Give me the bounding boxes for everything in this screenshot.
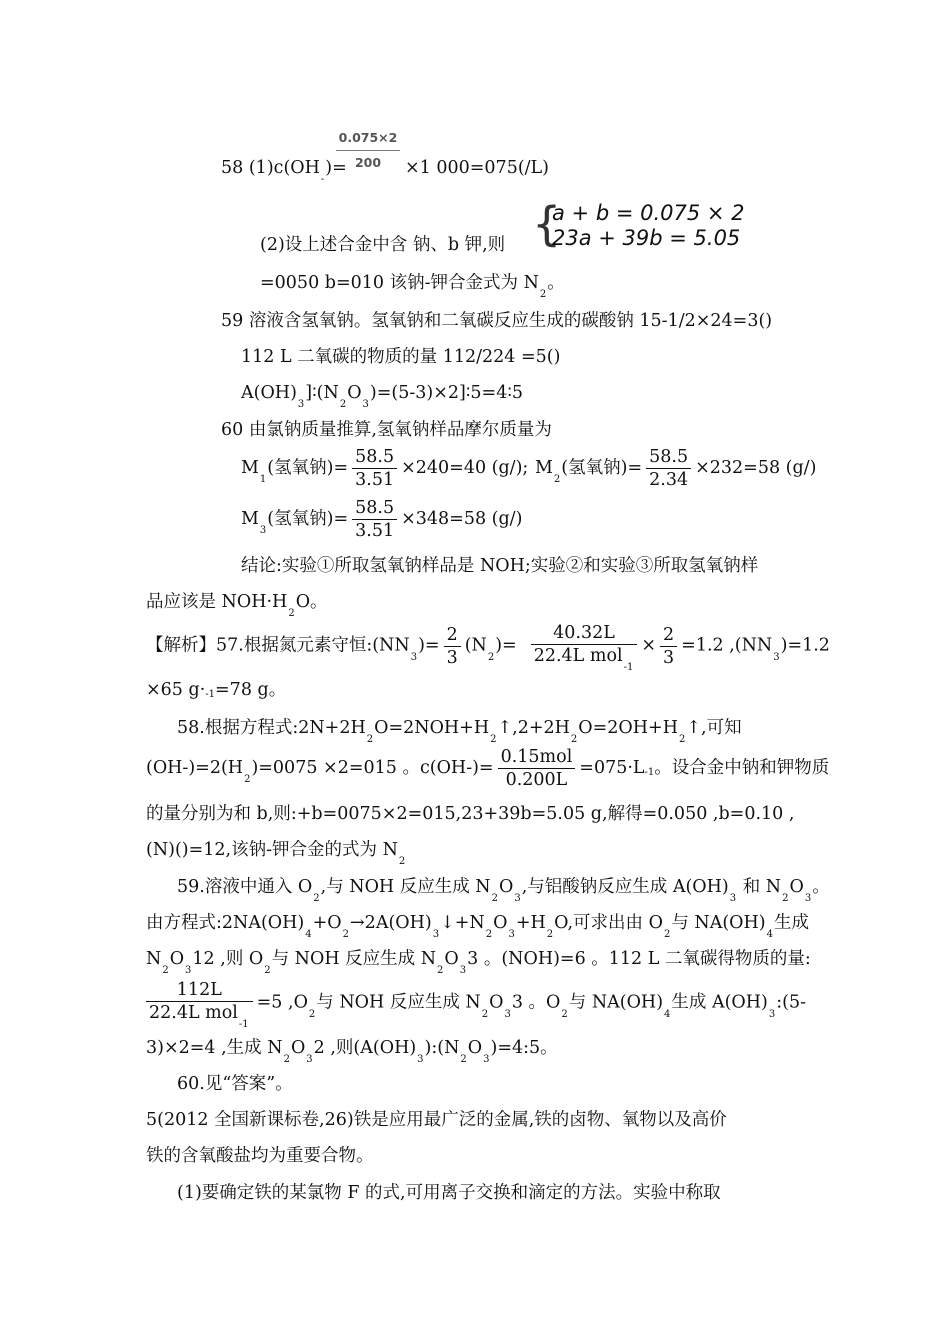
fraction: $\frac{58.5}{3.51}$: [352, 446, 397, 491]
line-59: 59 溶液含氢氧钠。氢氧钠和二氧碳反应生成的碳酸钠 15-1/2×24=3(): [221, 311, 773, 331]
question-5: 5(2012 全国新课标卷,26)铁是应用最广泛的金属,铁的卤物、氧物以及高价: [146, 1110, 727, 1130]
fraction: $\frac{58.5}{2.34}$: [646, 446, 691, 491]
line-58-2: (2)设上述合金中含 钠、b 钾,则: [260, 235, 506, 255]
line-analysis-58-b: $(OH-)=2(H_2)=0075 \times 2=015$ 。c(OH-)= $\frac{\text{0.15mol}}{0.200L}$ =075·L-1。设合金中钠和钾物质: [146, 747, 830, 790]
fraction: $\frac{112L}{22.4L mol_{-1}}$: [146, 979, 253, 1027]
line-analysis-59-c: $N_2O_312$ ,则 $O_2$与 NOH 反应生成 $N_2O_33$ 。(NOH)=6 。112 L 二氧碳得物质的量:: [146, 949, 811, 976]
line-60: 60 由氯钠质量推算,氢氧钠样品摩尔质量为: [221, 420, 552, 440]
line-analysis-58-d: (N)()=12,该钠-钾合金的式为 $N_2$: [146, 840, 406, 867]
line-conclusion: 结论:实验①所取氢氧钠样品是 NOH;实验②和实验③所取氢氧钠样: [241, 556, 759, 576]
equation-2: 23a + 39b = 5.05: [552, 226, 741, 250]
fraction-denominator: 200: [354, 155, 382, 170]
fraction: $\frac{2}{3}$: [660, 624, 677, 669]
line-analysis-59-b: 由方程式$:2NA(OH)_4+O_2\to 2A(OH)_3↓+N_2O_3+H_2O$,可求出由 $O_2$与 $NA(OH)_4$生成: [146, 913, 809, 940]
line-conclusion-b: 品应该是 $NOH\cdot H_2O$。: [146, 592, 328, 619]
line-58-result: =0050 b=010 该钠-钾合金式为 $N_2$。: [260, 273, 565, 300]
fraction: $\frac{40.32L}{22.4L mol_{-1}}$: [531, 622, 638, 670]
line-59-b: 112 L 二氧碳的物质的量 112/224 =5(): [241, 347, 561, 367]
question-5-b: 铁的含氧酸盐均为重要合物。: [146, 1146, 374, 1166]
line-58-1: 58 $(1)c(OH_-)=$: [221, 158, 347, 185]
line-60-m3: $M_3$(氢氧钠)= $\frac{58.5}{3.51}$ ×348=58 (g/): [241, 498, 523, 541]
line-58-1-rest: ×1 000=075(/L): [405, 158, 549, 178]
line-60-m2: $M_2$(氢氧钠)= $\frac{58.5}{2.34}$ ×232=58 (g/): [535, 447, 817, 490]
equation-1: a + b = 0.075 × 2: [552, 201, 745, 225]
line-analysis-58-c: 的量分别为和 b,则:+b=0075×2=015,23+39b=5.05 g,解得=0.050 ,b=0.10 ,: [146, 804, 795, 824]
fraction: $\frac{2}{3}$: [444, 624, 461, 669]
line-analysis-58: 58.根据方程式$:2N+2H_2O=2NOH+H_2↑,2+2H_2O=2OH+H_2↑$,可知: [177, 718, 742, 745]
fraction: $\frac{\text{0.15mol}}{0.200L}$: [498, 746, 576, 791]
line-59-c: $A(OH)_3]∶(N_2O_3)=(5-3)\times 2]∶5=4∶5$: [241, 383, 524, 410]
line-analysis-59: 59.溶液中通入 $O_2$,与 NOH 反应生成 $N_2O_3$,与铝酸钠反应生成 $A(OH)_3$ 和 $N_2O_3$。: [177, 877, 830, 904]
line-analysis-59-d: $\frac{112L}{22.4L mol_{-1}}$ =5 $,O_2$与 NOH 反应生成 $N_2O_33$ 。$O_2$与 $NA(OH)_4$生成 $A(OH)_3:(5-$: [146, 979, 806, 1027]
line-60-m1: $M_1$(氢氧钠)= $\frac{58.5}{3.51}$ ×240=40 (g/);: [241, 447, 529, 490]
line-analysis-60: 60.见“答案”。: [177, 1074, 293, 1094]
fraction: $\frac{58.5}{3.51}$: [352, 497, 397, 542]
left-brace: {: [532, 197, 562, 251]
line-analysis-57-b: ×65 g·-1=78 g。: [146, 680, 287, 700]
fraction-image: [336, 130, 400, 171]
line-analysis-57: 【解析】57.根据氮元素守恒$:(NN_3)=$ $\frac{2}{3}$ $(N_2)=$ $\frac{40.32L}{22.4L mol_{-1}}$ × $\frac{2}{3}$ =1.2 $,(NN_3)=1.2$: [146, 623, 830, 673]
fraction-numerator: 0.075×2: [338, 130, 398, 145]
line-analysis-59-e: 3)×2=4 ,生成 $N_2O_32$ ,则$(A(OH)_3):(N_2O_3)=4:5$。: [146, 1038, 558, 1065]
question-5-part-1: (1)要确定铁的某氯物 F 的式,可用离子交换和滴定的方法。实验中称取: [177, 1183, 721, 1203]
equation-system: [552, 201, 745, 251]
